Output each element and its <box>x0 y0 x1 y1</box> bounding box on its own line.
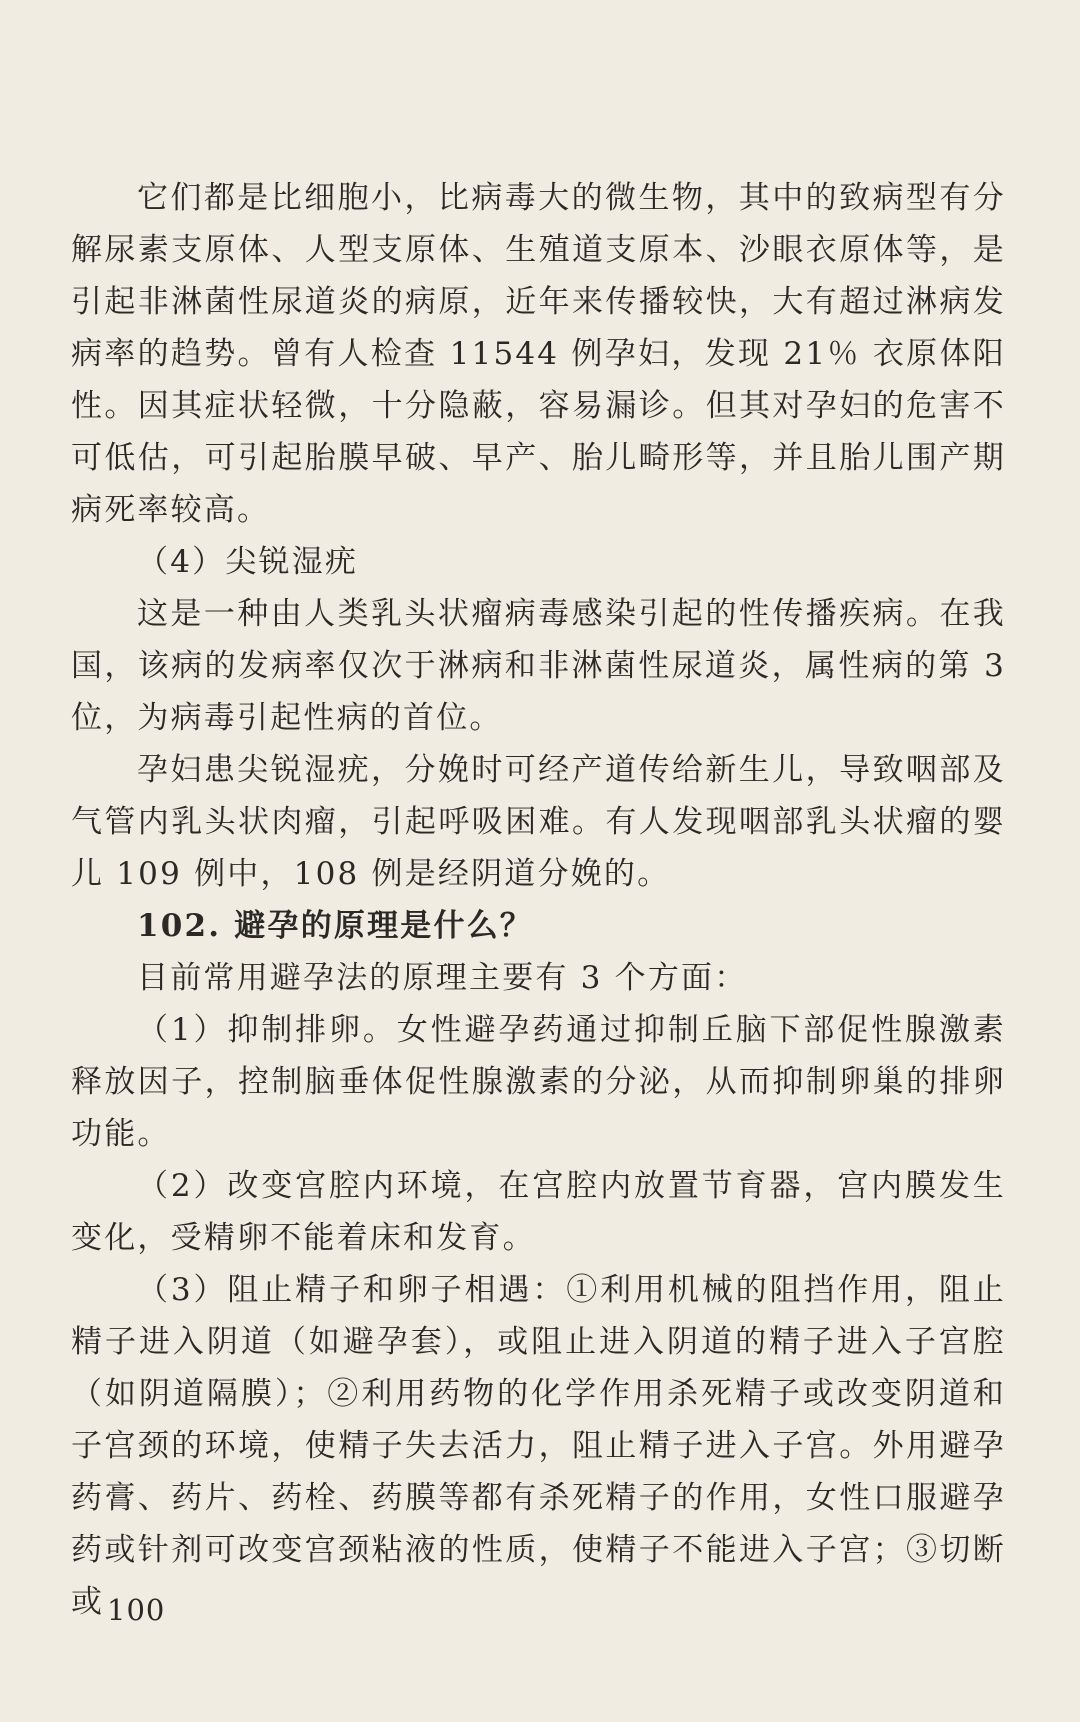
question-heading-102: 102. 避孕的原理是什么？ <box>137 908 534 944</box>
page-body <box>71 172 1006 1632</box>
paragraph-contraception-intro: 目前常用避孕法的原理主要有 3 个方面： <box>137 960 748 996</box>
paragraph-condyloma-description: 这是一种由人类乳头状瘤病毒感染引起的性传播疾病。在我国，该病的发病率仅次于淋病和非淋菌性尿道炎，属性病的第 3 位，为病毒引起性病的首位。 <box>71 596 1006 736</box>
paragraph-condyloma-pregnancy: 孕妇患尖锐湿疣，分娩时可经产道传给新生儿，导致咽部及气管内乳头状肉瘤，引起呼吸困难。有人发现咽部乳头状瘤的婴儿 109 例中，108 例是经阴道分娩的。 <box>71 752 1006 892</box>
paragraph-block-sperm-egg: （3）阻止精子和卵子相遇：①利用机械的阻挡作用，阻止精子进入阴道（如避孕套），或阻止进入阴道的精子进入子宫腔（如阴道隔膜）；②利用药物的化学作用杀死精子或改变阴道和子宫颈的环境，使精子失去活力，阻止精子进入子宫。外用避孕药膏、药片、药栓、药膜等都有杀死精子的作用，女性口服避孕药或针剂可改变宫颈粘液的性质，使精子不能进入子宫；③切断或 <box>71 1272 1006 1620</box>
paragraph-inhibit-ovulation: （1）抑制排卵。女性避孕药通过抑制丘脑下部促性腺激素释放因子，控制脑垂体促性腺激素的分泌，从而抑制卵巢的排卵功能。 <box>71 1012 1006 1152</box>
page-number: 100 <box>107 1593 166 1627</box>
paragraph-mycoplasma-chlamydia: 它们都是比细胞小，比病毒大的微生物，其中的致病型有分解尿素支原体、人型支原体、生殖道支原本、沙眼衣原体等，是引起非淋菌性尿道炎的病原，近年来传播较快，大有超过淋病发病率的趋势。曾有人检查 11544 例孕妇，发现 21％ 衣原体阳性。因其症状轻微，十分隐蔽，容易漏诊。但其对孕妇的危害不可低估，可引起胎膜早破、早产、胎儿畸形等，并且胎儿围产期病死率较高。 <box>71 180 1006 528</box>
subheading-condyloma: （4）尖锐湿疣 <box>137 544 359 580</box>
paragraph-uterine-environment: （2）改变宫腔内环境，在宫腔内放置节育器，宫内膜发生变化，受精卵不能着床和发育。 <box>71 1168 1006 1256</box>
